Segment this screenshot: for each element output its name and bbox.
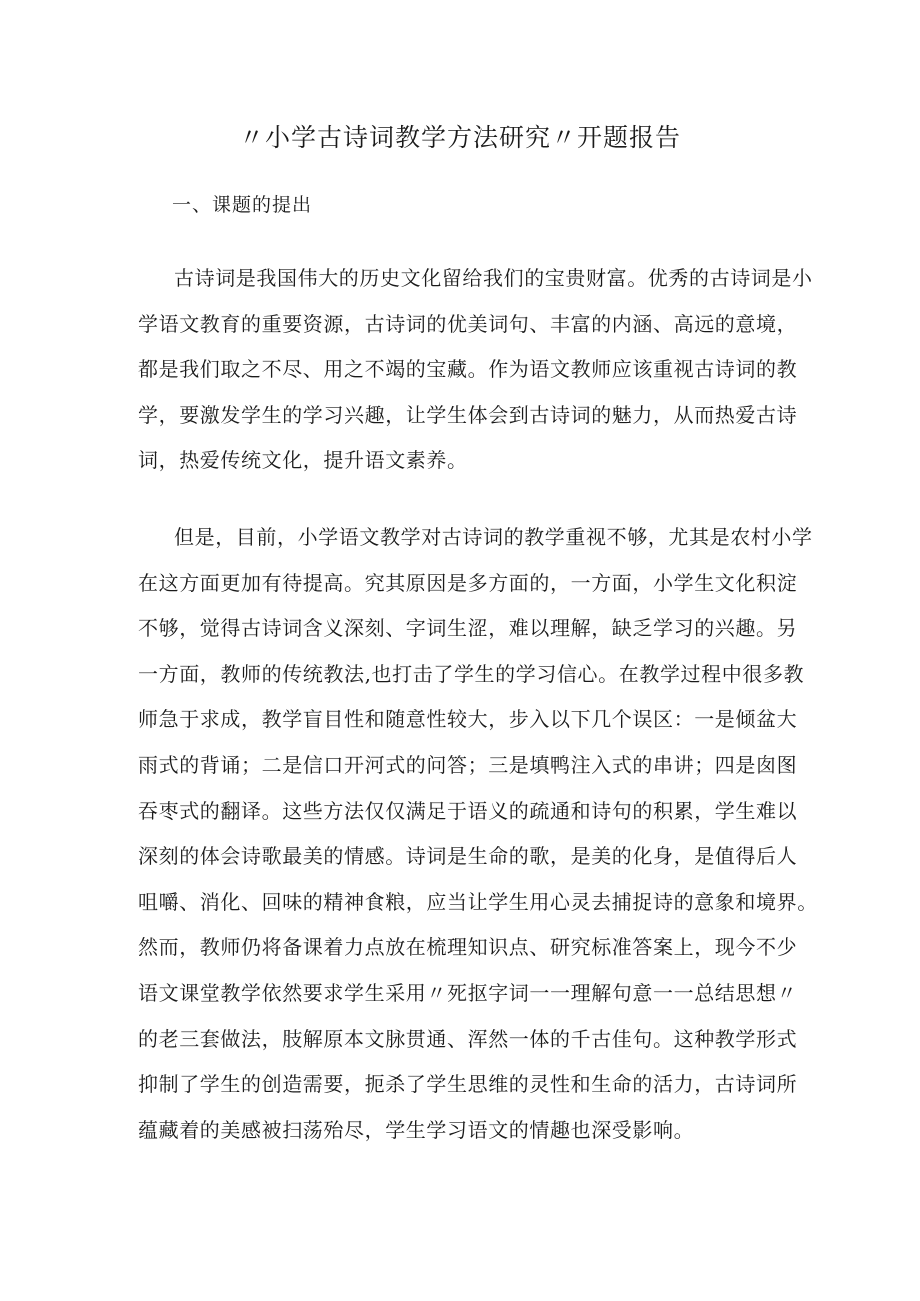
document-title: 〃小学古诗词教学方法研究〃开题报告 [238,123,681,152]
paragraph-line: 但是，目前，小学语文教学对古诗词的教学重视不够，尤其是农村小学 [174,525,813,549]
paragraph-line: 吞枣式的翻译。这些方法仅仅满足于语义的疏通和诗句的积累，学生难以 [138,798,798,823]
paragraph-line: 学，要激发学生的学习兴趣，让学生体会到古诗词的魅力，从而热爱古诗 [138,402,798,427]
paragraph-line: 不够，觉得古诗词含义深刻、字词生涩，难以理解，缺乏学习的兴趣。另 [138,616,798,641]
paragraph-line: 蕴藏着的美感被扫荡殆尽，学生学习语文的情趣也深受影响。 [138,1117,695,1142]
paragraph-line: 师急于求成，教学盲目性和随意性较大，步入以下几个误区：一是倾盆大 [138,707,798,732]
paragraph-line: 雨式的背诵；二是信口开河式的问答；三是填鸭注入式的串讲；四是囱图 [138,752,798,777]
paragraph-line: 语文课堂教学依然要求学生采用〃死抠字词一一理解句意一一总结思想〃 [138,980,798,1005]
paragraph-line: 抑制了学生的创造需要，扼杀了学生思维的灵性和生命的活力，古诗词所 [138,1072,798,1097]
section-heading: 一、课题的提出 [172,194,313,216]
paragraph-line: 都是我们取之不尽、用之不竭的宝藏。作为语文教师应该重视古诗词的教 [138,357,798,382]
paragraph-2 [138,515,818,1153]
paragraph-line: 深刻的体会诗歌最美的情感。诗词是生命的歌，是美的化身，是值得后人 [138,844,798,869]
paragraph-line: 然而，教师仍将备课着力点放在梳理知识点、研究标准答案上，现今不少 [138,935,798,960]
paragraph-1 [138,256,813,484]
paragraph-line: 在这方面更加有待提高。究其原因是多方面的，一方面，小学生文化积淀 [138,570,798,595]
paragraph-line: 的老三套做法，肢解原本文脉贯通、浑然一体的千古佳句。这种教学形式 [138,1026,798,1051]
paragraph-line: 咀嚼、消化、回味的精神食粮，应当让学生用心灵去捕捉诗的意象和境界。 [138,889,818,914]
paragraph-line: 古诗词是我国伟大的历史文化留给我们的宝贵财富。优秀的古诗词是小 [174,266,813,290]
paragraph-line: 学语文教育的重要资源，古诗词的优美词句、丰富的内涵、高远的意境， [138,311,798,336]
paragraph-line: 词，热爱传统文化，提升语文素养。 [138,448,468,473]
paragraph-line: 一方面，教师的传统教法,也打击了学生的学习信心。在教学过程中很多教 [138,661,805,686]
